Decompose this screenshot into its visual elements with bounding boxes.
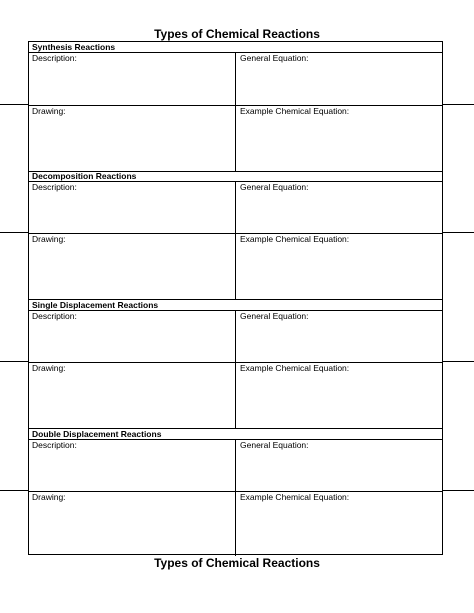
description-label: Description:: [32, 53, 77, 63]
description-cell[interactable]: [29, 311, 236, 362]
description-label: Description:: [32, 440, 77, 450]
margin-tick: [443, 104, 474, 105]
drawing-cell[interactable]: [29, 492, 236, 556]
section-decomposition: [29, 171, 442, 300]
section-heading: Decomposition Reactions: [29, 171, 442, 182]
description-label: Description:: [32, 182, 77, 192]
margin-tick: [0, 490, 28, 491]
example-equation-cell[interactable]: [236, 106, 442, 171]
drawing-label: Drawing:: [32, 363, 66, 373]
general-equation-label: General Equation:: [240, 182, 309, 192]
footer-title: Types of Chemical Reactions: [154, 556, 320, 570]
example-equation-cell[interactable]: [236, 363, 442, 428]
general-equation-label: General Equation:: [240, 311, 309, 321]
description-cell[interactable]: [29, 182, 236, 233]
drawing-cell[interactable]: [29, 363, 236, 428]
drawing-label: Drawing:: [32, 106, 66, 116]
margin-tick: [443, 490, 474, 491]
example-equation-label: Example Chemical Equation:: [240, 363, 350, 373]
example-equation-label: Example Chemical Equation:: [240, 106, 350, 116]
general-equation-cell[interactable]: [236, 53, 442, 105]
example-equation-cell[interactable]: [236, 234, 442, 299]
margin-tick: [0, 232, 28, 233]
margin-tick: [0, 104, 28, 105]
drawing-row: [29, 363, 442, 429]
example-equation-cell[interactable]: [236, 492, 442, 556]
general-equation-cell[interactable]: [236, 440, 442, 491]
worksheet-table: [28, 41, 443, 555]
margin-tick: [443, 361, 474, 362]
general-equation-label: General Equation:: [240, 53, 309, 63]
section-heading: Double Displacement Reactions: [29, 429, 442, 440]
margin-tick: [443, 232, 474, 233]
description-row: [29, 53, 442, 106]
general-equation-cell[interactable]: [236, 311, 442, 362]
description-row: [29, 440, 442, 492]
description-row: [29, 311, 442, 363]
description-row: [29, 182, 442, 234]
section-single-displacement: [29, 300, 442, 429]
drawing-label: Drawing:: [32, 234, 66, 244]
section-synthesis: [29, 42, 442, 172]
margin-tick: [0, 361, 28, 362]
drawing-cell[interactable]: [29, 106, 236, 171]
drawing-row: [29, 492, 442, 556]
description-cell[interactable]: [29, 53, 236, 105]
general-equation-label: General Equation:: [240, 440, 309, 450]
example-equation-label: Example Chemical Equation:: [240, 492, 350, 502]
general-equation-cell[interactable]: [236, 182, 442, 233]
page-title: Types of Chemical Reactions: [154, 27, 320, 41]
description-cell[interactable]: [29, 440, 236, 491]
section-heading: Single Displacement Reactions: [29, 300, 442, 311]
example-equation-label: Example Chemical Equation:: [240, 234, 350, 244]
drawing-row: [29, 106, 442, 172]
drawing-row: [29, 234, 442, 300]
section-double-displacement: [29, 429, 442, 556]
section-heading: Synthesis Reactions: [29, 42, 442, 53]
drawing-cell[interactable]: [29, 234, 236, 299]
description-label: Description:: [32, 311, 77, 321]
drawing-label: Drawing:: [32, 492, 66, 502]
